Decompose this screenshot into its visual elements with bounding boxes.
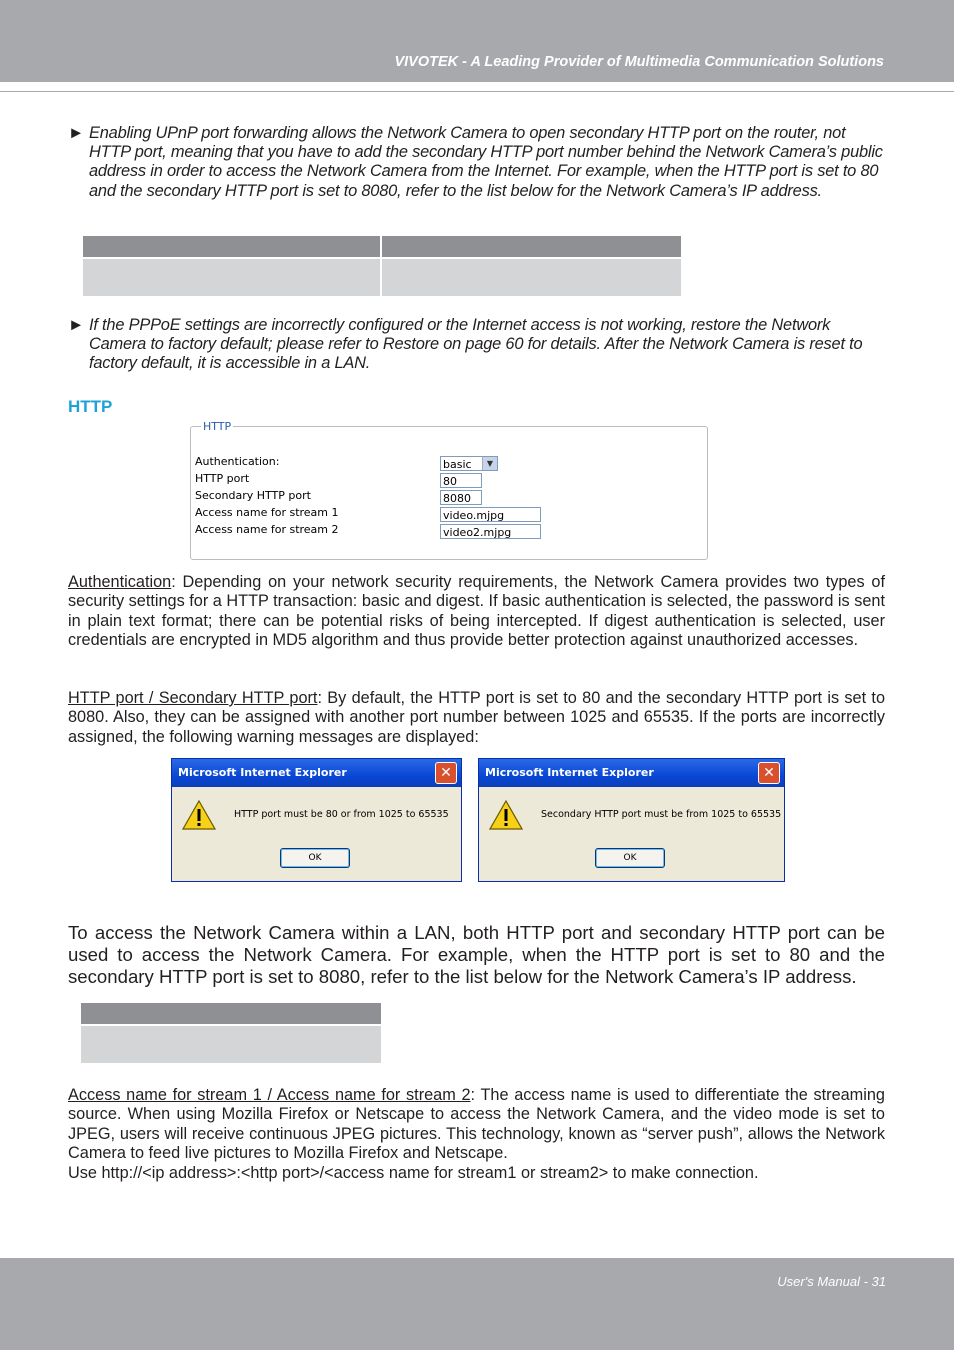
authentication-select[interactable] <box>440 456 498 471</box>
warning-icon <box>489 799 523 831</box>
port-paragraph <box>68 689 885 747</box>
header-tagline: VIVOTEK - A Leading Provider of Multimedia Communication Solutions <box>394 54 884 70</box>
lan-access-paragraph: To access the Network Camera within a LAN, both HTTP port and secondary HTTP port can be used to access the Network Camera. For example, when the HTTP port is set to 80 and the secondary HTTP port is set to 8080, refer to the list below for the Network Camera’s IP address. <box>68 922 885 987</box>
warning-icon <box>182 799 216 831</box>
http-settings-panel <box>190 420 708 560</box>
page-number: User's Manual - 31 <box>777 1274 886 1289</box>
authentication-value: basic <box>443 458 472 471</box>
panel-legend: HTTP <box>203 420 232 433</box>
secondary-port-warning-dialog <box>478 758 785 882</box>
authentication-paragraph <box>68 573 885 651</box>
section-title: HTTP <box>68 397 113 416</box>
http-port-warning-dialog <box>171 758 462 882</box>
table-header-cell <box>83 236 380 257</box>
note-arrow-icon: ► <box>68 316 85 334</box>
port-body: : By default, the HTTP port is set to 80 and the secondary HTTP port is set to 8080. Also, they can be assigned with another port number between 1025 and 65535. If the ports are incorrectly assigned, the following warning messages are displayed: <box>68 689 886 746</box>
http-port-label: HTTP port <box>195 472 250 485</box>
footer-band <box>0 1258 954 1350</box>
secondary-http-port-input[interactable]: 8080 <box>440 490 482 505</box>
dialog-message: HTTP port must be 80 or from 1025 to 65535 <box>234 809 449 820</box>
stream-paragraph <box>68 1086 885 1183</box>
close-icon[interactable]: ✕ <box>758 762 780 784</box>
secondary-http-port-label: Secondary HTTP port <box>195 489 311 502</box>
table-cell <box>382 259 681 296</box>
authentication-body: : Depending on your network security requirements, the Network Camera provides two types of security settings for a HTTP transaction: basic and digest. If basic authentication is selected, the password is sent in plain text format; there can be potential risks of being intercepted. If digest authentication is selected, user credentials are encrypted in MD5 algorithm and thus provide better protection against unauthorized accesses. <box>68 573 885 650</box>
table-cell <box>83 259 380 296</box>
note-pppoe-text: If the PPPoE settings are incorrectly configured or the Internet access is not working, restore the Network Camera to factory default; please refer to Restore on page 60 for details. After the Network Camera is reset to factory default, it is accessible in a LAN. <box>89 316 863 373</box>
dialog-title: Microsoft Internet Explorer <box>479 759 784 787</box>
chevron-down-icon[interactable]: ▼ <box>482 457 497 470</box>
stream1-input[interactable]: video.mjpg <box>440 507 541 522</box>
use-line: Use http://<ip address>:<http port>/<access name for stream1 or stream2> to make connection. <box>68 1163 759 1182</box>
close-icon[interactable]: ✕ <box>435 762 457 784</box>
stream2-input[interactable]: video2.mjpg <box>440 524 541 539</box>
ok-button[interactable]: OK <box>595 848 665 868</box>
note-upnp <box>68 124 883 201</box>
port-term: HTTP port / Secondary HTTP port <box>68 689 318 707</box>
stream1-label: Access name for stream 1 <box>195 506 339 519</box>
note-upnp-text: Enabling UPnP port forwarding allows the Network Camera to open secondary HTTP port on the router, not HTTP port, meaning that you have to add the secondary HTTP port number behind the Network Camera’s public address in order to access the Network Camera from the Internet. For example, when the HTTP port is set to 80 and the secondary HTTP port is set to 8080, refer to the list below for the Network Camera’s IP address. <box>89 124 883 200</box>
stream2-label: Access name for stream 2 <box>195 523 339 536</box>
authentication-label: Authentication: <box>195 455 280 468</box>
stream-term: Access name for stream 1 / Access name for stream 2 <box>68 1086 471 1104</box>
note-pppoe <box>68 316 883 374</box>
header-rule <box>0 91 954 92</box>
ok-button[interactable]: OK <box>280 848 350 868</box>
table-header-cell <box>382 236 681 257</box>
dialog-message: Secondary HTTP port must be from 1025 to 65535 <box>541 809 782 820</box>
table-header-cell <box>81 1003 381 1024</box>
table-cell <box>81 1026 381 1063</box>
dialog-title: Microsoft Internet Explorer <box>172 759 461 787</box>
http-port-input[interactable]: 80 <box>440 473 482 488</box>
authentication-term: Authentication <box>68 573 172 591</box>
note-arrow-icon: ► <box>68 124 85 142</box>
stream-body: : The access name is used to differentiate the streaming source. When using Mozilla Firefox or Netscape to access the Network Camera, and the video mode is set to JPEG, users will receive continuous JPEG pictures. This technology, known as “server push”, allows the Network Camera to feed live pictures to Mozilla Firefox and Netscape. <box>68 1086 885 1163</box>
